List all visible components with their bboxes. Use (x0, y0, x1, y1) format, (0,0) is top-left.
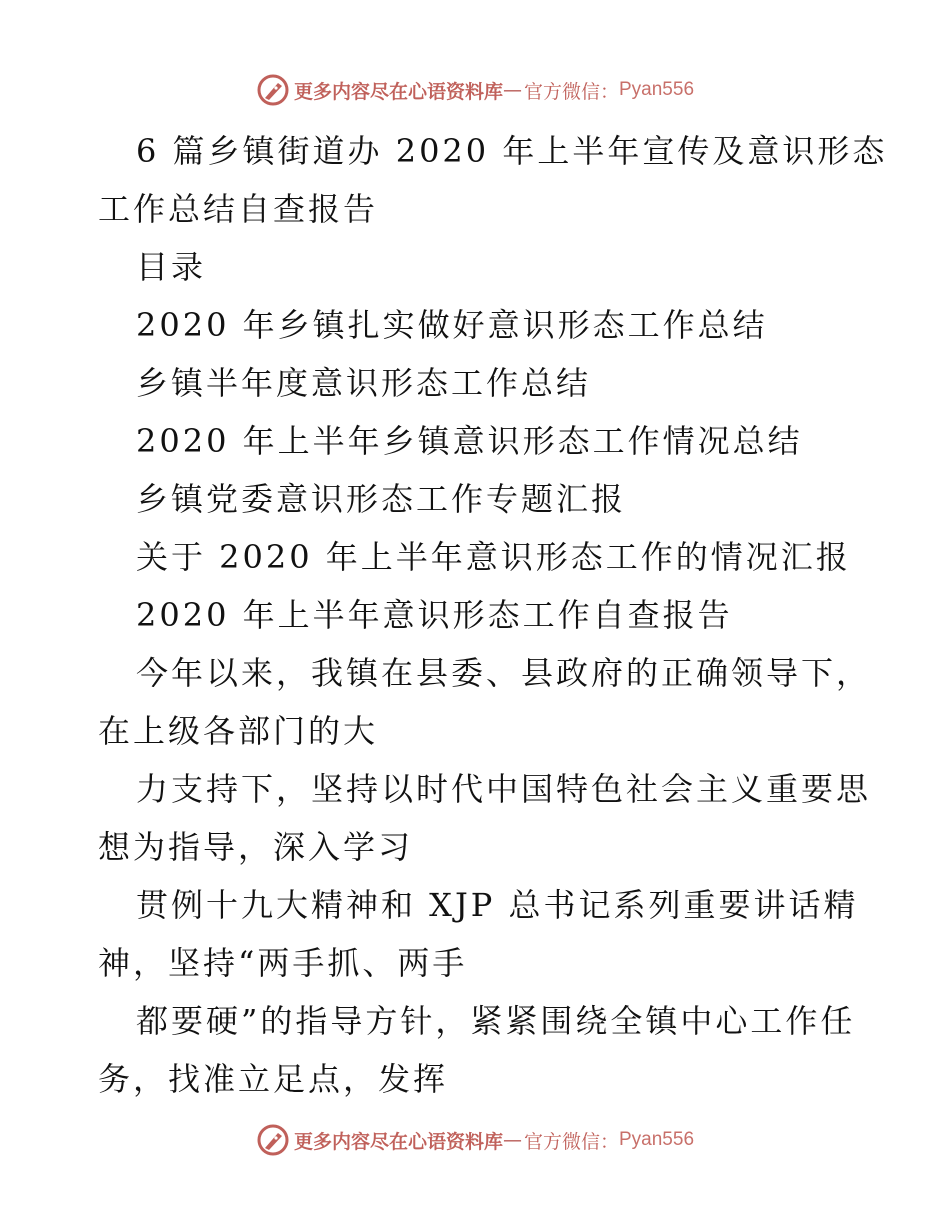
doc-title-line-1: 6 篇乡镇街道办 2020 年上半年宣传及意识形态 (136, 132, 888, 170)
toc-heading: 目录 (136, 248, 207, 286)
body-paragraph-line: 神，坚持“两手抓、两手 (98, 944, 468, 982)
body-paragraph-line: 力支持下，坚持以时代中国特色社会主义重要思 (136, 770, 872, 808)
body-paragraph-line: 都要硬”的指导方针，紧紧围绕全镇中心工作任 (136, 1002, 856, 1040)
toc-item: 2020 年乡镇扎实做好意识形态工作总结 (136, 306, 768, 344)
toc-item: 关于 2020 年上半年意识形态工作的情况汇报 (136, 538, 851, 576)
pen-nib-logo-icon (256, 1123, 290, 1157)
banner-wechat-id: Pyan556 (619, 79, 695, 100)
body-paragraph-line: 贯例十九大精神和 XJP 总书记系列重要讲话精 (136, 886, 859, 924)
body-paragraph-line: 想为指导，深入学习 (98, 828, 414, 866)
toc-item: 2020 年上半年意识形态工作自查报告 (136, 596, 733, 634)
banner-brand-text: 更多内容尽在心语资料库 (293, 1130, 503, 1153)
body-paragraph-line: 务，找准立足点，发挥 (98, 1060, 449, 1098)
banner-wechat-id: Pyan556 (619, 1129, 695, 1150)
footer-watermark-banner (0, 1120, 950, 1160)
body-paragraph-line: 今年以来，我镇在县委、县政府的正确领导下， (136, 654, 872, 692)
header-watermark-banner (0, 70, 950, 110)
toc-item: 乡镇半年度意识形态工作总结 (136, 364, 592, 402)
banner-official-label: 官方微信： (523, 80, 619, 103)
toc-item: 乡镇党委意识形态工作专题汇报 (136, 480, 627, 518)
doc-title-line-2: 工作总结自查报告 (98, 190, 379, 228)
banner-brand-text: 更多内容尽在心语资料库 (293, 80, 503, 103)
banner-dash: — (502, 1129, 522, 1151)
toc-item: 2020 年上半年乡镇意识形态工作情况总结 (136, 422, 803, 460)
document-body (98, 122, 888, 1108)
pen-nib-logo-icon (256, 73, 290, 107)
body-paragraph-line: 在上级各部门的大 (98, 712, 379, 750)
banner-dash: — (502, 79, 522, 101)
banner-official-label: 官方微信： (523, 1130, 619, 1153)
